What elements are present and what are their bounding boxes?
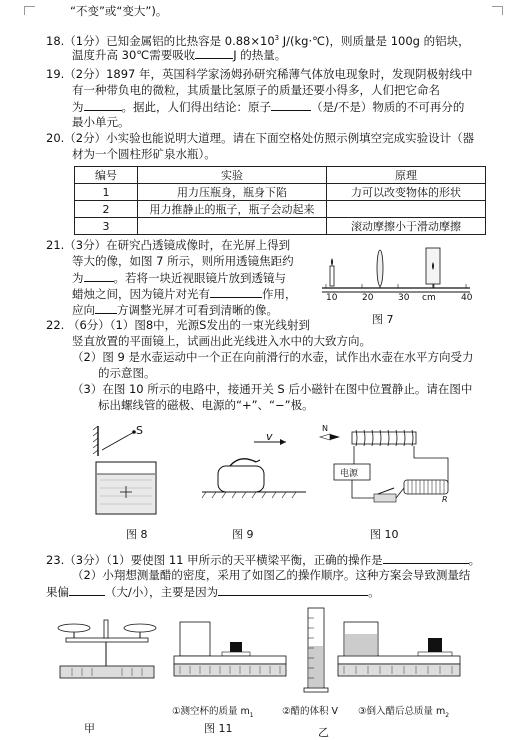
table-cell: 力可以改变物体的形状 — [327, 184, 486, 201]
figure-11-step2-caption: ②醋的体积 V — [282, 706, 339, 717]
ruler-label: 20 — [362, 293, 374, 303]
table-cell: 1 — [75, 184, 138, 201]
q19-line4: 最小单元。 — [72, 115, 130, 129]
figure-11-step3-caption: ③倒入醋后总质量 $m_2$ — [358, 706, 450, 719]
ruler-label: 40 — [461, 293, 473, 303]
table-header-row — [75, 167, 486, 184]
answer-blank[interactable] — [69, 584, 105, 596]
answer-blank[interactable] — [84, 270, 114, 282]
q23-line1: 23.（3分）（1）要使图 11 甲所示的天平横梁平衡，正确的操作是 。 — [46, 553, 481, 567]
figure-10-caption: 图 10 — [370, 528, 399, 541]
table-header: 编号 — [75, 167, 138, 184]
figure-11a-balance — [52, 610, 162, 690]
answer-blank[interactable] — [95, 302, 117, 314]
q19-line1: 19.（2分）1897 年，英国科学家汤姆孙研究稀薄气体放电现象时，发现阴极射线中 — [46, 67, 473, 81]
q20-line1: 20.（2分）小实验也能说明大道理。请在下面空格处仿照示例填空完成实验设计（器 — [46, 131, 475, 145]
q18-line1: 18.（1分）已知金属铝的比热容是 $0.88\times 10^3$ J/(kg·℃)，则质量是 100g 的铝块， — [46, 33, 470, 48]
figure-11-step1-caption: ①测空杯的质量 $m_1$ — [172, 706, 254, 719]
figure-9-kettle — [200, 432, 310, 506]
table-row — [75, 218, 486, 235]
figure-8-caption: 图 8 — [126, 528, 148, 541]
figure-11b-step2-cylinder — [302, 606, 330, 696]
figure-8-mirror-water — [90, 422, 168, 520]
q20-line2: 材为一个圆柱形矿泉水瓶）。 — [72, 147, 216, 161]
q21-line2: 等大的像，如图 7 所示，则所用透镜焦距约 — [72, 254, 294, 268]
table-cell-blank[interactable] — [327, 201, 486, 218]
q21-line4: 蜡烛之间，因为镜片对光有 作用， — [72, 287, 297, 301]
page-corner-mark — [24, 6, 35, 15]
figure-11b-step3 — [334, 616, 464, 692]
table-header: 实验 — [138, 167, 327, 184]
table-row — [75, 201, 486, 218]
figure-11a-label: 甲 — [84, 722, 95, 735]
answer-blank[interactable] — [271, 99, 311, 111]
table-cell: 滚动摩擦小于滑动摩擦 — [327, 218, 486, 235]
table-header: 原理 — [327, 167, 486, 184]
power-source-label: 电源 — [340, 469, 359, 479]
figure-9-caption: 图 9 — [232, 528, 254, 541]
experiment-table — [74, 166, 486, 235]
figure-11-caption: 图 11 — [204, 722, 233, 735]
q21-line1: 21.（3分）在研究凸透镜成像时，在光屏上得到 — [46, 238, 291, 252]
q22-line2: 竖直放置的平面镜上，试画出此光线进入水中的大致方向。 — [72, 334, 371, 348]
figure-7-caption: 图 7 — [372, 313, 394, 326]
ruler-label: 30 — [398, 293, 410, 303]
q22-line4: 的示意图。 — [98, 366, 156, 380]
answer-blank[interactable] — [218, 584, 368, 596]
light-source-label: S — [136, 424, 143, 437]
figure-11b-step1 — [170, 616, 290, 692]
table-cell: 用力压瓶身，瓶身下陷 — [138, 184, 327, 201]
table-cell-blank[interactable] — [138, 218, 327, 235]
prev-question-tail: “不变”或“变大”)。 — [70, 4, 168, 18]
rheostat-label: R — [442, 495, 448, 504]
q23-line3: 果偏 （大/小），主要是因为 。 — [46, 585, 380, 599]
q21-line3: 为 。若将一块近视眼镜片放到透镜与 — [72, 271, 286, 285]
q22-line1: 22. （6分）（1）图8中，光源S发出的一束光线射到 — [46, 318, 310, 332]
q18-line2: 温度升高 30℃需要吸收 J 的热量。 — [72, 48, 287, 62]
figure-11b-label: 乙 — [318, 726, 329, 739]
answer-blank[interactable] — [210, 286, 262, 298]
table-row — [75, 184, 486, 201]
answer-blank[interactable] — [383, 552, 469, 564]
page-corner-mark — [492, 6, 503, 15]
velocity-label: v — [266, 430, 273, 443]
q22-line6: 标出螺线管的磁极、电源的“+”、“−”极。 — [98, 398, 314, 412]
ruler-unit: cm — [422, 293, 436, 303]
q19-line2: 有一种带负电的微粒，其质量比氢原子的质量还要小得多，人们把它命名 — [72, 83, 440, 97]
table-cell: 2 — [75, 201, 138, 218]
answer-blank[interactable] — [84, 99, 122, 111]
answer-blank[interactable] — [195, 47, 233, 59]
q19-line3: 为 。据此，人们得出结论：原子 （是/不是）物质的不可再分的 — [72, 100, 465, 114]
q22-line3: （2）图 9 是水壶运动中一个正在向前滑行的水壶，试作出水壶在水平方向受力 — [72, 350, 474, 364]
compass-n-label: N — [322, 424, 328, 433]
q22-line5: （3）在图 10 所示的电路中，接通开关 S 后小磁针在图中位置静止。请在图中 — [72, 382, 473, 396]
table-cell: 用力推静止的瓶子，瓶子会动起来 — [138, 201, 327, 218]
table-cell: 3 — [75, 218, 138, 235]
q21-line5: 应向 方调整光屏才可看到清晰的像。 — [72, 303, 278, 317]
ruler-label: 10 — [326, 293, 338, 303]
q23-line2: （2）小翔想测量醋的密度，采用了如图乙的操作顺序。这种方案会导致测量结 — [72, 568, 471, 582]
